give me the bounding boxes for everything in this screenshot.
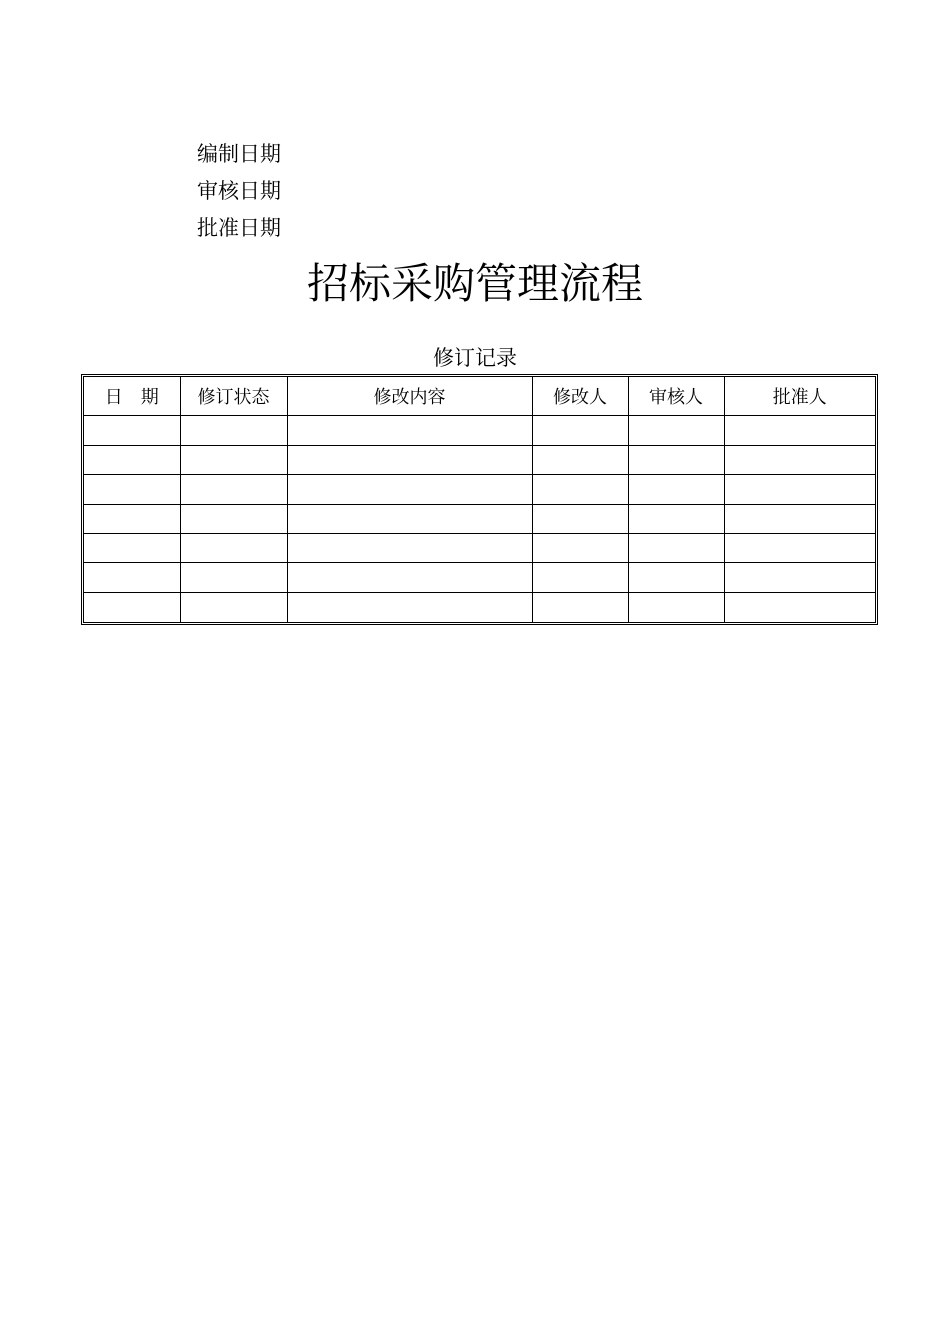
table-cell [84,592,180,622]
column-header-revision-status: 修订状态 [180,377,287,416]
table-cell [287,534,532,563]
document-title: 招标采购管理流程 [306,259,643,308]
table-cell [180,534,287,563]
table-cell [287,445,532,474]
table-cell [628,592,724,622]
revision-record-table-frame [81,374,878,625]
revision-record-caption: 修订记录 [433,346,517,370]
table-cell [628,563,724,592]
column-header-reviewed-by: 审核人 [628,377,724,416]
table-cell [84,445,180,474]
table-cell [287,475,532,504]
table-cell [532,592,628,622]
table-row [84,592,875,622]
table-cell [180,504,287,533]
table-cell [532,445,628,474]
table-cell [287,592,532,622]
table-cell [180,592,287,622]
table-cell [287,504,532,533]
table-cell [724,563,875,592]
table-row [84,445,875,474]
table-row [84,534,875,563]
table-cell [532,475,628,504]
table-cell [628,534,724,563]
table-cell [180,563,287,592]
approved-date-label: 批准日期 [197,216,281,240]
table-row [84,475,875,504]
date-fields [197,136,281,247]
table-cell [724,504,875,533]
table-cell [532,534,628,563]
table-cell [84,563,180,592]
table-cell [180,475,287,504]
table-cell [287,563,532,592]
table-cell [628,475,724,504]
table-cell [84,504,180,533]
table-header-row [84,377,875,416]
table-cell [84,416,180,445]
table-cell [532,504,628,533]
table-row [84,416,875,445]
table-cell [628,504,724,533]
column-header-date: 日 期 [84,377,180,416]
prepared-date-label: 编制日期 [197,142,281,166]
table-row [84,504,875,533]
column-header-change-content: 修改内容 [287,377,532,416]
revision-record-table [84,377,875,622]
table-cell [180,445,287,474]
column-header-modified-by: 修改人 [532,377,628,416]
table-cell [724,416,875,445]
column-header-approved-by: 批准人 [724,377,875,416]
table-cell [724,592,875,622]
table-row [84,563,875,592]
table-cell [724,534,875,563]
table-cell [84,534,180,563]
table-cell [724,475,875,504]
table-cell [287,416,532,445]
table-cell [628,445,724,474]
table-cell [180,416,287,445]
table-cell [532,416,628,445]
table-cell [532,563,628,592]
table-cell [628,416,724,445]
table-cell [84,475,180,504]
reviewed-date-label: 审核日期 [197,179,281,203]
table-cell [724,445,875,474]
